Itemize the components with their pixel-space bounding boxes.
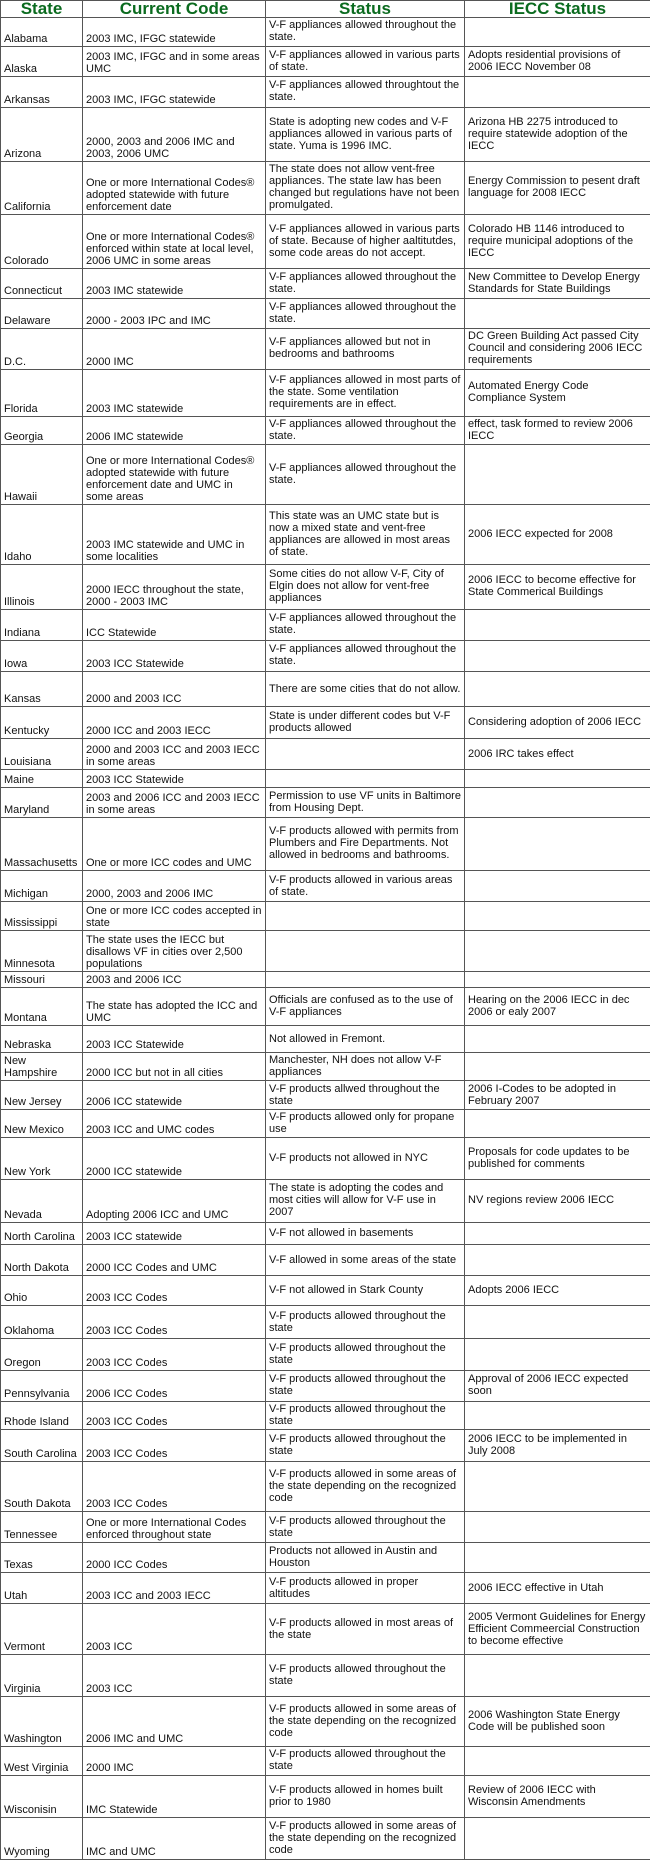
- current-code-cell: 2003 ICC Codes: [83, 1401, 266, 1429]
- table-row: [1, 770, 650, 787]
- status-cell: Products not allowed in Austin and Houston: [266, 1543, 465, 1573]
- iecc-status-cell: Automated Energy Code Compliance System: [465, 369, 650, 416]
- current-code-cell: 2003 ICC Codes: [83, 1461, 266, 1511]
- table-row: [1, 609, 650, 640]
- iecc-status-cell: [465, 770, 650, 787]
- table-row: [1, 1573, 650, 1604]
- state-cell: Washington: [1, 1696, 83, 1746]
- table-row: [1, 1110, 650, 1138]
- table-row: [1, 161, 650, 215]
- current-code-cell: 2006 IMC and UMC: [83, 1696, 266, 1746]
- iecc-status-cell: 2006 IECC effective in Utah: [465, 1573, 650, 1604]
- status-cell: V-F appliances allowed in various parts of state. Because of higher aaltitutdes, some code areas do not accept.: [266, 215, 465, 269]
- iecc-status-cell: [465, 1461, 650, 1511]
- iecc-status-cell: [465, 1817, 650, 1859]
- state-cell: Alabama: [1, 18, 83, 47]
- current-code-cell: IMC and UMC: [83, 1817, 266, 1859]
- iecc-status-cell: Considering adoption of 2006 IECC: [465, 707, 650, 739]
- status-cell: V-F appliances allowed throughout the state.: [266, 444, 465, 504]
- status-cell: This state was an UMC state but is now a mixed state and vent-free appliances are allowed in most areas of state.: [266, 504, 465, 564]
- table-row: [1, 268, 650, 298]
- current-code-cell: ICC Statewide: [83, 609, 266, 640]
- iecc-status-cell: [465, 640, 650, 671]
- table-row: [1, 1245, 650, 1276]
- table-row: [1, 298, 650, 328]
- state-cell: Idaho: [1, 504, 83, 564]
- state-cell: New Mexico: [1, 1110, 83, 1138]
- header-current-code: Current Code: [83, 1, 266, 18]
- table-row: [1, 988, 650, 1026]
- table-row: [1, 369, 650, 416]
- state-cell: Montana: [1, 988, 83, 1026]
- iecc-status-cell: [465, 817, 650, 871]
- state-cell: Tennessee: [1, 1512, 83, 1543]
- table-row: [1, 416, 650, 444]
- table-row: [1, 817, 650, 871]
- state-cell: California: [1, 161, 83, 215]
- current-code-cell: One or more International Codes® enforced within state at local level, 2006 UMC in some areas: [83, 215, 266, 269]
- current-code-cell: 2000 IMC: [83, 1747, 266, 1776]
- iecc-status-cell: Arizona HB 2275 introduced to require statewide adoption of the IECC: [465, 108, 650, 162]
- state-cell: North Carolina: [1, 1222, 83, 1245]
- iecc-status-cell: 2006 IECC expected for 2008: [465, 504, 650, 564]
- current-code-cell: 2003 ICC: [83, 1654, 266, 1696]
- table-row: [1, 215, 650, 269]
- state-cell: Alaska: [1, 46, 83, 76]
- table-row: [1, 564, 650, 609]
- state-cell: Colorado: [1, 215, 83, 269]
- status-cell: V-F appliances allowed but not in bedrooms and bathrooms: [266, 328, 465, 369]
- current-code-cell: 2000 and 2003 ICC and 2003 IECC in some areas: [83, 739, 266, 770]
- state-cell: Massachusetts: [1, 817, 83, 871]
- state-cell: Vermont: [1, 1604, 83, 1654]
- table-row: [1, 1138, 650, 1180]
- table-row: [1, 1081, 650, 1110]
- table-row: [1, 1747, 650, 1776]
- current-code-cell: 2003 ICC and 2003 IECC: [83, 1573, 266, 1604]
- iecc-status-cell: [465, 1543, 650, 1573]
- iecc-status-cell: effect, task formed to review 2006 IECC: [465, 416, 650, 444]
- table-row: [1, 1429, 650, 1461]
- state-cell: Utah: [1, 1573, 83, 1604]
- iecc-status-cell: [465, 1654, 650, 1696]
- table-row: [1, 871, 650, 902]
- current-code-cell: 2000 IECC throughout the state, 2000 - 2003 IMC: [83, 564, 266, 609]
- status-cell: V-F products allowed in various areas of state.: [266, 871, 465, 902]
- iecc-status-cell: Colorado HB 1146 introduced to require municipal adoptions of the IECC: [465, 215, 650, 269]
- table-row: [1, 1222, 650, 1245]
- status-cell: V-F products allowed with permits from Plumbers and Fire Departments. Not allowed in bedrooms and bathrooms.: [266, 817, 465, 871]
- iecc-status-cell: Approval of 2006 IECC expected soon: [465, 1370, 650, 1401]
- state-cell: South Dakota: [1, 1461, 83, 1511]
- table-row: [1, 1401, 650, 1429]
- table-body: [1, 18, 650, 1860]
- table-row: [1, 1461, 650, 1511]
- status-cell: There are some cities that do not allow.: [266, 671, 465, 706]
- status-cell: V-F appliances allowed in various parts of state.: [266, 46, 465, 76]
- status-cell: [266, 931, 465, 972]
- table-row: [1, 1338, 650, 1370]
- current-code-cell: 2003 ICC Codes: [83, 1429, 266, 1461]
- current-code-cell: One or more International Codes enforced throughout state: [83, 1512, 266, 1543]
- current-code-cell: 2003 and 2006 ICC: [83, 971, 266, 987]
- state-cell: Oklahoma: [1, 1306, 83, 1338]
- table-row: [1, 328, 650, 369]
- state-cell: Delaware: [1, 298, 83, 328]
- table-row: [1, 931, 650, 972]
- table-row: [1, 1276, 650, 1306]
- status-cell: V-F appliances allowed throughout the state.: [266, 268, 465, 298]
- status-cell: V-F products allowed throughout the state: [266, 1338, 465, 1370]
- iecc-status-cell: New Committee to Develop Energy Standards for State Buildings: [465, 268, 650, 298]
- table-row: [1, 1370, 650, 1401]
- iecc-status-cell: [465, 1025, 650, 1053]
- state-cell: Nevada: [1, 1179, 83, 1222]
- table-row: [1, 1654, 650, 1696]
- table-row: [1, 640, 650, 671]
- table-row: [1, 46, 650, 76]
- state-cell: Maine: [1, 770, 83, 787]
- iecc-status-cell: [465, 787, 650, 817]
- iecc-status-cell: [465, 444, 650, 504]
- table-row: [1, 1025, 650, 1053]
- iecc-status-cell: [465, 1401, 650, 1429]
- state-cell: Kansas: [1, 671, 83, 706]
- status-cell: [266, 902, 465, 931]
- current-code-cell: 2003 IMC, IFGC statewide: [83, 76, 266, 107]
- table-row: [1, 1604, 650, 1654]
- current-code-cell: The state uses the IECC but disallows VF in cities over 2,500 populations: [83, 931, 266, 972]
- current-code-cell: 2003 ICC Codes: [83, 1338, 266, 1370]
- table-row: [1, 1543, 650, 1573]
- iecc-status-cell: 2005 Vermont Guidelines for Energy Efficient Commeercial Construction to become effective: [465, 1604, 650, 1654]
- current-code-cell: 2003 ICC Codes: [83, 1306, 266, 1338]
- status-cell: V-F products not allowed in NYC: [266, 1138, 465, 1180]
- iecc-status-cell: [465, 1053, 650, 1081]
- current-code-cell: 2003 IMC, IFGC statewide: [83, 18, 266, 47]
- current-code-cell: 2006 ICC Codes: [83, 1370, 266, 1401]
- status-cell: Officials are confused as to the use of V-F appliances: [266, 988, 465, 1026]
- iecc-status-cell: [465, 931, 650, 972]
- iecc-status-cell: [465, 18, 650, 47]
- status-cell: V-F not allowed in Stark County: [266, 1276, 465, 1306]
- state-cell: Illinois: [1, 564, 83, 609]
- iecc-status-cell: 2006 I-Codes to be adopted in February 2007: [465, 1081, 650, 1110]
- state-cell: New Hampshire: [1, 1053, 83, 1081]
- table-row: [1, 1775, 650, 1817]
- status-cell: Some cities do not allow V-F, City of Elgin does not allow for vent-free appliances: [266, 564, 465, 609]
- table-row: [1, 1696, 650, 1746]
- state-cell: Ohio: [1, 1276, 83, 1306]
- iecc-status-cell: [465, 1245, 650, 1276]
- status-cell: V-F products allowed throughout the state: [266, 1429, 465, 1461]
- iecc-status-cell: 2006 IRC takes effect: [465, 739, 650, 770]
- status-cell: V-F appliances allowed throughout the state.: [266, 416, 465, 444]
- header-state: State: [1, 1, 83, 18]
- state-cell: Pennsylvania: [1, 1370, 83, 1401]
- current-code-cell: 2006 ICC statewide: [83, 1081, 266, 1110]
- state-cell: South Carolina: [1, 1429, 83, 1461]
- iecc-status-cell: [465, 609, 650, 640]
- status-cell: V-F products allwed throughout the state: [266, 1081, 465, 1110]
- current-code-cell: 2003 ICC Statewide: [83, 640, 266, 671]
- state-cell: North Dakota: [1, 1245, 83, 1276]
- state-cell: New Jersey: [1, 1081, 83, 1110]
- status-cell: V-F products allowed in homes built prior to 1980: [266, 1775, 465, 1817]
- current-code-cell: One or more ICC codes and UMC: [83, 817, 266, 871]
- state-cell: Virginia: [1, 1654, 83, 1696]
- state-cell: Connecticut: [1, 268, 83, 298]
- current-code-cell: 2000 - 2003 IPC and IMC: [83, 298, 266, 328]
- current-code-cell: 2000 and 2003 ICC: [83, 671, 266, 706]
- iecc-status-cell: [465, 1512, 650, 1543]
- status-cell: V-F products allowed throughout the state: [266, 1370, 465, 1401]
- status-cell: Permission to use VF units in Baltimore from Housing Dept.: [266, 787, 465, 817]
- status-cell: V-F appliances allowed in most parts of the state. Some ventilation requirements are in effect.: [266, 369, 465, 416]
- state-cell: West Virginia: [1, 1747, 83, 1776]
- iecc-status-cell: [465, 902, 650, 931]
- current-code-cell: IMC Statewide: [83, 1775, 266, 1817]
- state-cell: Minnesota: [1, 931, 83, 972]
- table-row: [1, 1512, 650, 1543]
- status-cell: V-F products allowed in most areas of the state: [266, 1604, 465, 1654]
- state-cell: Indiana: [1, 609, 83, 640]
- current-code-cell: Adopting 2006 ICC and UMC: [83, 1179, 266, 1222]
- table-row: [1, 787, 650, 817]
- status-cell: V-F products allowed throughout the state: [266, 1306, 465, 1338]
- current-code-cell: 2000, 2003 and 2006 IMC and 2003, 2006 UMC: [83, 108, 266, 162]
- state-cell: Mississippi: [1, 902, 83, 931]
- table-row: [1, 1053, 650, 1081]
- table-row: [1, 444, 650, 504]
- table-row: [1, 707, 650, 739]
- status-cell: V-F appliances allowed throughout the state.: [266, 640, 465, 671]
- state-cell: Arizona: [1, 108, 83, 162]
- status-cell: [266, 971, 465, 987]
- table-row: [1, 76, 650, 107]
- iecc-status-cell: [465, 1747, 650, 1776]
- table-row: [1, 671, 650, 706]
- current-code-cell: 2003 ICC Statewide: [83, 1025, 266, 1053]
- status-cell: V-F appliances allowed throughout the state.: [266, 298, 465, 328]
- state-cell: Michigan: [1, 871, 83, 902]
- header-iecc-status: IECC Status: [465, 1, 650, 18]
- iecc-status-cell: [465, 1306, 650, 1338]
- current-code-cell: 2003 IMC statewide and UMC in some localities: [83, 504, 266, 564]
- status-cell: V-F products allowed in some areas of the state depending on the recognized code: [266, 1461, 465, 1511]
- status-cell: V-F appliances allowed throughout the state.: [266, 609, 465, 640]
- state-cell: New York: [1, 1138, 83, 1180]
- iecc-status-cell: [465, 971, 650, 987]
- iecc-status-cell: Hearing on the 2006 IECC in dec 2006 or ealy 2007: [465, 988, 650, 1026]
- iecc-status-cell: [465, 871, 650, 902]
- current-code-cell: The state has adopted the ICC and UMC: [83, 988, 266, 1026]
- iecc-status-cell: 2006 IECC to be implemented in July 2008: [465, 1429, 650, 1461]
- state-cell: Rhode Island: [1, 1401, 83, 1429]
- status-cell: V-F products allowed in proper altitudes: [266, 1573, 465, 1604]
- status-cell: Not allowed in Fremont.: [266, 1025, 465, 1053]
- state-cell: Hawaii: [1, 444, 83, 504]
- state-cell: Texas: [1, 1543, 83, 1573]
- table-row: [1, 504, 650, 564]
- status-cell: V-F products allowed in some areas of the state depending on the recognized code: [266, 1696, 465, 1746]
- state-cell: Georgia: [1, 416, 83, 444]
- state-cell: Oregon: [1, 1338, 83, 1370]
- current-code-cell: 2000 ICC Codes and UMC: [83, 1245, 266, 1276]
- iecc-status-cell: [465, 1110, 650, 1138]
- current-code-cell: 2003 ICC: [83, 1604, 266, 1654]
- status-cell: V-F appliances allowed throughout the state.: [266, 18, 465, 47]
- current-code-cell: 2000 ICC Codes: [83, 1543, 266, 1573]
- status-cell: V-F not allowed in basements: [266, 1222, 465, 1245]
- table-row: [1, 1179, 650, 1222]
- current-code-cell: 2006 IMC statewide: [83, 416, 266, 444]
- current-code-cell: 2003 ICC and UMC codes: [83, 1110, 266, 1138]
- state-cell: Louisiana: [1, 739, 83, 770]
- header-row: [1, 1, 650, 18]
- status-cell: V-F products allowed in some areas of the state depending on the recognized code: [266, 1817, 465, 1859]
- iecc-status-cell: [465, 298, 650, 328]
- iecc-status-cell: Adopts residential provisions of 2006 IECC November 08: [465, 46, 650, 76]
- state-cell: D.C.: [1, 328, 83, 369]
- iecc-status-cell: Review of 2006 IECC with Wisconsin Amendments: [465, 1775, 650, 1817]
- iecc-status-cell: [465, 1338, 650, 1370]
- iecc-status-cell: Energy Commission to pesent draft language for 2008 IECC: [465, 161, 650, 215]
- current-code-cell: 2003 IMC statewide: [83, 369, 266, 416]
- current-code-cell: 2000 IMC: [83, 328, 266, 369]
- table-row: [1, 971, 650, 987]
- status-cell: The state is adopting the codes and most cities will allow for V-F use in 2007: [266, 1179, 465, 1222]
- status-cell: [266, 739, 465, 770]
- iecc-status-cell: Proposals for code updates to be published for comments: [465, 1138, 650, 1180]
- table-row: [1, 739, 650, 770]
- current-code-cell: 2003 IMC statewide: [83, 268, 266, 298]
- status-cell: State is adopting new codes and V-F appliances allowed in various parts of state. Yuma is 1996 IMC.: [266, 108, 465, 162]
- iecc-status-cell: [465, 76, 650, 107]
- current-code-cell: One or more International Codes® adopted statewide with future enforcement date and UMC in some areas: [83, 444, 266, 504]
- header-status: Status: [266, 1, 465, 18]
- status-cell: The state does not allow vent-free appliances. The state law has been changed but regulations have not been promulgated.: [266, 161, 465, 215]
- iecc-status-cell: 2006 IECC to become effective for State Commerical Buildings: [465, 564, 650, 609]
- iecc-status-cell: Adopts 2006 IECC: [465, 1276, 650, 1306]
- status-cell: V-F products allowed throughout the state: [266, 1512, 465, 1543]
- status-cell: V-F allowed in some areas of the state: [266, 1245, 465, 1276]
- current-code-cell: 2000 ICC but not in all cities: [83, 1053, 266, 1081]
- table-row: [1, 18, 650, 47]
- iecc-status-cell: [465, 1222, 650, 1245]
- current-code-cell: 2000, 2003 and 2006 IMC: [83, 871, 266, 902]
- table-row: [1, 1306, 650, 1338]
- state-cell: Missouri: [1, 971, 83, 987]
- table-row: [1, 902, 650, 931]
- status-cell: V-F appliances allowed throughtout the state.: [266, 76, 465, 107]
- current-code-cell: One or more International Codes® adopted statewide with future enforcement date: [83, 161, 266, 215]
- table-row: [1, 1817, 650, 1859]
- iecc-status-cell: NV regions review 2006 IECC: [465, 1179, 650, 1222]
- status-cell: V-F products allowed throughout the state: [266, 1654, 465, 1696]
- status-cell: V-F products allowed only for propane use: [266, 1110, 465, 1138]
- state-cell: Wisconisin: [1, 1775, 83, 1817]
- current-code-cell: One or more ICC codes accepted in state: [83, 902, 266, 931]
- state-cell: Iowa: [1, 640, 83, 671]
- status-cell: V-F products allowed throughout the state: [266, 1401, 465, 1429]
- state-cell: Kentucky: [1, 707, 83, 739]
- state-cell: Arkansas: [1, 76, 83, 107]
- iecc-status-cell: [465, 671, 650, 706]
- current-code-cell: 2003 ICC Statewide: [83, 770, 266, 787]
- state-cell: Maryland: [1, 787, 83, 817]
- status-cell: Manchester, NH does not allow V-F appliances: [266, 1053, 465, 1081]
- current-code-cell: 2003 ICC Codes: [83, 1276, 266, 1306]
- iecc-status-cell: 2006 Washington State Energy Code will be published soon: [465, 1696, 650, 1746]
- current-code-cell: 2000 ICC statewide: [83, 1138, 266, 1180]
- current-code-cell: 2003 IMC, IFGC and in some areas UMC: [83, 46, 266, 76]
- current-code-cell: 2003 and 2006 ICC and 2003 IECC in some areas: [83, 787, 266, 817]
- current-code-cell: 2003 ICC statewide: [83, 1222, 266, 1245]
- table-row: [1, 108, 650, 162]
- iecc-status-cell: DC Green Building Act passed City Council and considering 2006 IECC requirements: [465, 328, 650, 369]
- status-cell: [266, 770, 465, 787]
- current-code-cell: 2000 ICC and 2003 IECC: [83, 707, 266, 739]
- state-cell: Florida: [1, 369, 83, 416]
- state-cell: Wyoming: [1, 1817, 83, 1859]
- status-cell: V-F products allowed throughout the state: [266, 1747, 465, 1776]
- status-cell: State is under different codes but V-F products allowed: [266, 707, 465, 739]
- state-cell: Nebraska: [1, 1025, 83, 1053]
